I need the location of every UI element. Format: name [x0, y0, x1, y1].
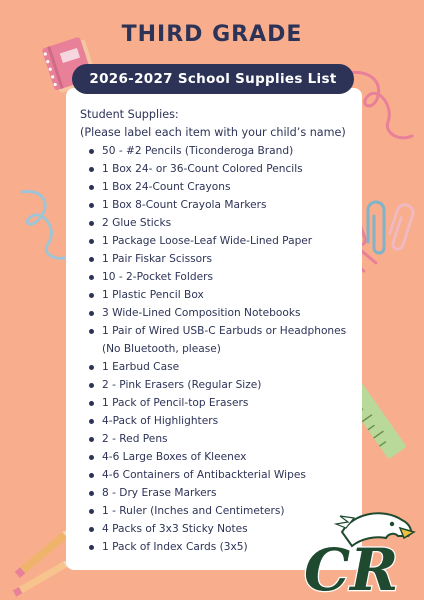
- supply-item: 4 Packs of 3x3 Sticky Notes: [100, 520, 350, 538]
- page-title: THIRD GRADE: [121, 22, 303, 47]
- eagle-logo: [302, 506, 420, 596]
- curl-decoration-left: [18, 186, 68, 266]
- supply-item: 1 Earbud Case: [100, 358, 350, 376]
- supply-item: 1 Box 24- or 36-Count Colored Pencils: [100, 160, 350, 178]
- list-title-banner: 2026-2027 School Supplies List: [72, 64, 354, 94]
- supply-item: 1 - Ruler (Inches and Centimeters): [100, 502, 350, 520]
- supply-item: 1 Pair Fiskar Scissors: [100, 250, 350, 268]
- supply-item: 2 - Red Pens: [100, 430, 350, 448]
- supply-item: 1 Box 8-Count Crayola Markers: [100, 196, 350, 214]
- supply-item: 1 Pack of Index Cards (3x5): [100, 538, 350, 556]
- intro-text: [80, 106, 346, 142]
- intro-instruction: (Please label each item with your child’s name): [80, 126, 346, 139]
- supply-item: 4-6 Containers of Antibackterial Wipes: [100, 466, 350, 484]
- supply-item: 8 - Dry Erase Markers: [100, 484, 350, 502]
- supply-item: 1 Plastic Pencil Box: [100, 286, 350, 304]
- supply-item: 1 Package Loose-Leaf Wide-Lined Paper: [100, 232, 350, 250]
- supply-item: 2 - Pink Erasers (Regular Size): [100, 376, 350, 394]
- supply-item: 4-Pack of Highlighters: [100, 412, 350, 430]
- supply-item: 50 - #2 Pencils (Ticonderoga Brand): [100, 142, 350, 160]
- logo-text: CR: [304, 536, 399, 596]
- supply-item: 10 - 2-Pocket Folders: [100, 268, 350, 286]
- supply-item-note: (No Bluetooth, please): [102, 343, 221, 355]
- supply-item: 1 Pack of Pencil-top Erasers: [100, 394, 350, 412]
- supply-item: 1 Pair of Wired USB-C Earbuds or Headphones: [100, 322, 350, 340]
- supply-item: 4-6 Large Boxes of Kleenex: [100, 448, 350, 466]
- intro-heading: Student Supplies:: [80, 108, 179, 121]
- supply-item: 1 Box 24-Count Crayons: [100, 178, 350, 196]
- supply-item: 3 Wide-Lined Composition Notebooks: [100, 304, 350, 322]
- supplies-list: [100, 142, 350, 556]
- supply-item: 2 Glue Sticks: [100, 214, 350, 232]
